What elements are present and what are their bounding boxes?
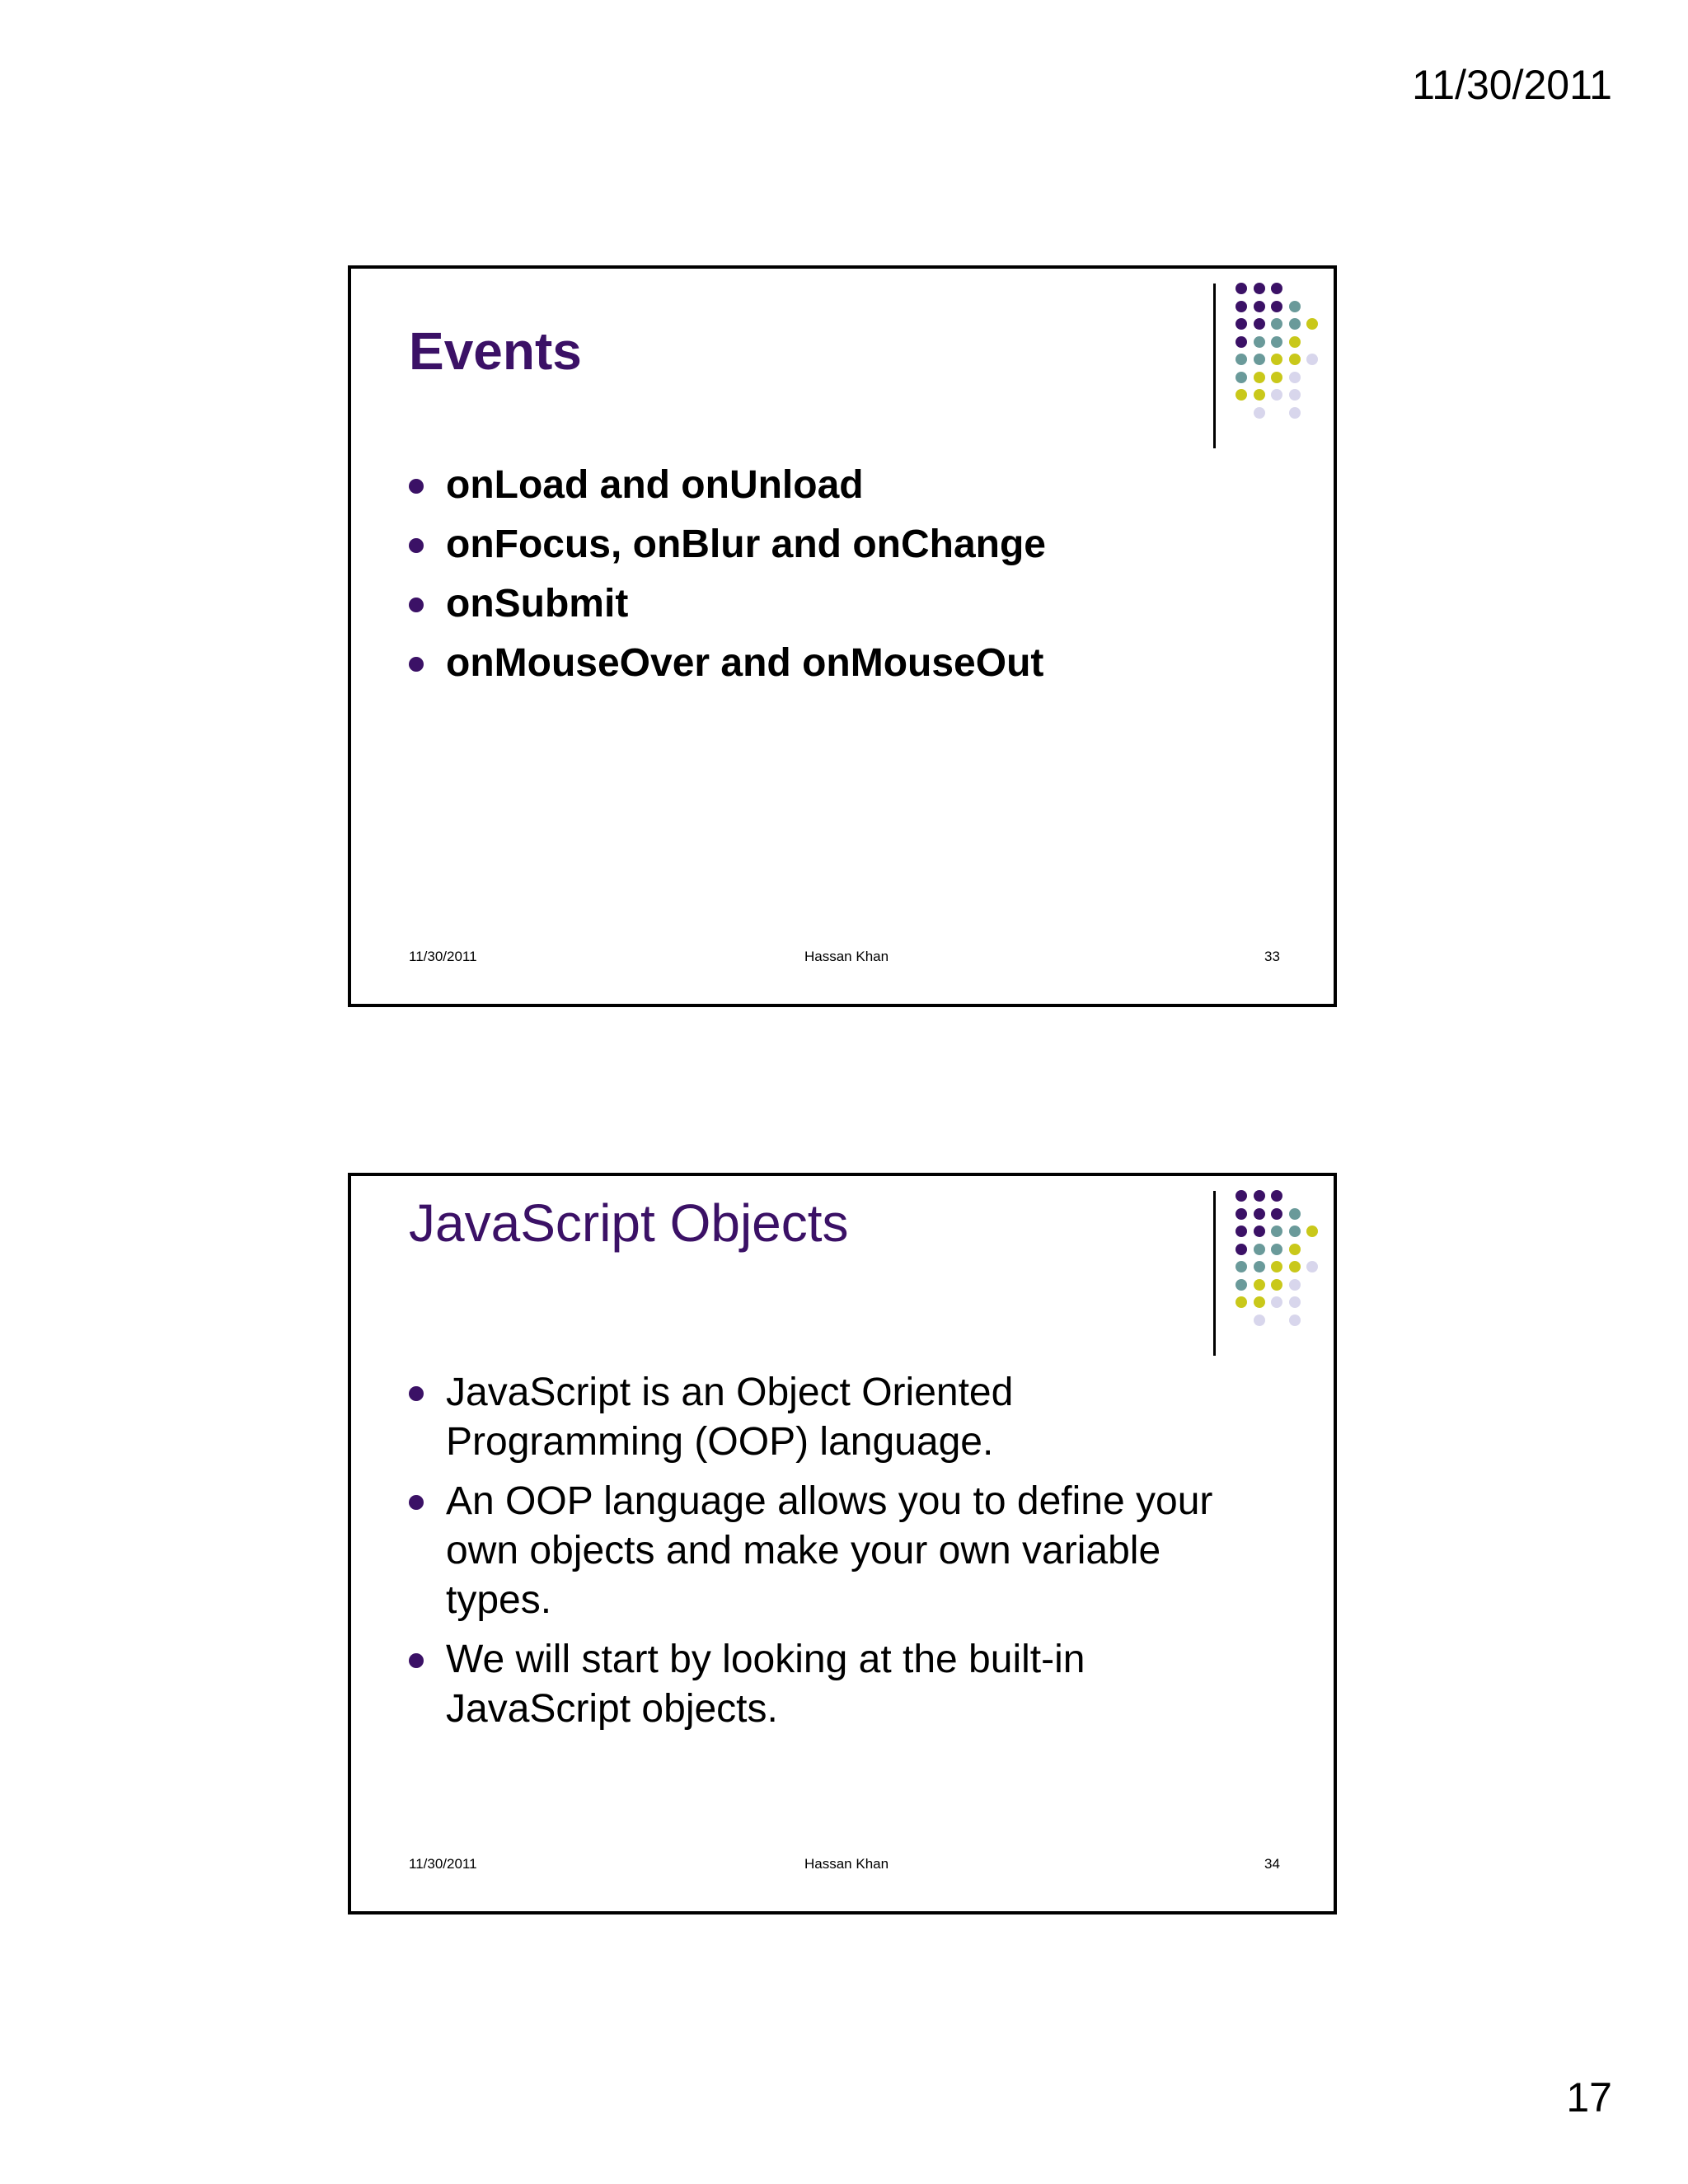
decorative-dot: [1236, 389, 1247, 401]
decorative-divider: [1213, 284, 1216, 448]
decorative-dot: [1271, 336, 1282, 348]
bullet-text: onFocus, onBlur and onChange: [446, 523, 1046, 566]
bullet-item: [409, 520, 1233, 569]
bullet-dot-icon: [409, 1386, 424, 1401]
decorative-dot: [1289, 407, 1301, 419]
slide-title: JavaScript Objects: [409, 1193, 849, 1253]
bullet-text: onLoad and onUnload: [446, 463, 864, 507]
decorative-dot: [1254, 336, 1265, 348]
bullet-text: JavaScript is an Object Oriented Programming (OOP) language.: [446, 1371, 1014, 1464]
decorative-dot: [1271, 318, 1282, 330]
bullet-item: [409, 461, 1233, 510]
decorative-dot-grid: [1236, 1190, 1334, 1338]
decorative-dot: [1236, 1296, 1247, 1308]
decorative-dot: [1271, 1190, 1282, 1202]
decorative-dot: [1236, 336, 1247, 348]
decorative-dot: [1289, 354, 1301, 365]
decorative-dot: [1254, 372, 1265, 383]
decorative-dot: [1254, 1190, 1265, 1202]
decorative-dot: [1271, 372, 1282, 383]
decorative-dot: [1271, 283, 1282, 294]
decorative-dot: [1236, 283, 1247, 294]
decorative-dot: [1254, 1315, 1265, 1326]
decorative-dot: [1254, 1208, 1265, 1220]
decorative-dot: [1254, 1261, 1265, 1272]
slide-footer-number: 34: [1264, 1856, 1280, 1872]
decorative-dot: [1236, 1244, 1247, 1255]
decorative-dot: [1289, 1261, 1301, 1272]
decorative-dot: [1289, 372, 1301, 383]
decorative-dot: [1254, 318, 1265, 330]
decorative-dot: [1254, 1279, 1265, 1291]
decorative-dot: [1306, 318, 1318, 330]
slide-footer-date: 11/30/2011: [409, 949, 477, 964]
decorative-dot: [1289, 1208, 1301, 1220]
decorative-dot: [1254, 1244, 1265, 1255]
bullet-item: [409, 639, 1233, 688]
decorative-dot: [1271, 389, 1282, 401]
decorative-dot: [1271, 1208, 1282, 1220]
decorative-dot: [1271, 1244, 1282, 1255]
decorative-dot: [1289, 1279, 1301, 1291]
bullet-text: We will start by looking at the built-in JavaScript objects.: [446, 1638, 1085, 1731]
bullet-item: [409, 1477, 1233, 1625]
decorative-dot: [1289, 301, 1301, 312]
bullet-dot-icon: [409, 1653, 424, 1668]
slide-title: Events: [409, 321, 582, 381]
decorative-dot: [1236, 1190, 1247, 1202]
slide-footer-author: Hassan Khan: [804, 949, 889, 964]
decorative-dot: [1289, 318, 1301, 330]
decorative-dot: [1271, 1226, 1282, 1237]
slide-javascript-objects: [348, 1173, 1337, 1915]
page-header-date: 11/30/2011: [1412, 62, 1612, 108]
bullet-dot-icon: [409, 657, 424, 672]
decorative-dot: [1236, 1208, 1247, 1220]
decorative-dot: [1271, 1279, 1282, 1291]
decorative-dot: [1271, 1296, 1282, 1308]
decorative-dot: [1236, 354, 1247, 365]
decorative-dot: [1289, 1226, 1301, 1237]
decorative-dot: [1254, 301, 1265, 312]
slide-events: [348, 265, 1337, 1007]
bullet-dot-icon: [409, 479, 424, 494]
decorative-divider: [1213, 1191, 1216, 1356]
decorative-dot: [1236, 1261, 1247, 1272]
decorative-dot: [1254, 389, 1265, 401]
bullet-dot-icon: [409, 1495, 424, 1510]
decorative-dot: [1289, 1296, 1301, 1308]
decorative-dot: [1271, 301, 1282, 312]
decorative-dot: [1236, 1226, 1247, 1237]
decorative-dot: [1306, 1261, 1318, 1272]
bullet-dot-icon: [409, 538, 424, 553]
bullet-text: An OOP language allows you to define your own objects and make your own variable types.: [446, 1479, 1213, 1622]
bullet-dot-icon: [409, 598, 424, 612]
decorative-dot: [1236, 372, 1247, 383]
decorative-dot: [1254, 283, 1265, 294]
decorative-dot: [1236, 318, 1247, 330]
page-number: 17: [1566, 2074, 1612, 2121]
decorative-dot: [1271, 354, 1282, 365]
bullet-text: onSubmit: [446, 582, 629, 626]
decorative-dot: [1254, 354, 1265, 365]
decorative-dot: [1254, 1226, 1265, 1237]
bullet-item: [409, 1368, 1233, 1467]
bullet-list: [409, 1368, 1233, 1744]
decorative-dot: [1289, 1244, 1301, 1255]
bullet-list: [409, 461, 1233, 698]
slide-footer-author: Hassan Khan: [804, 1856, 889, 1872]
decorative-dot: [1254, 407, 1265, 419]
bullet-text: onMouseOver and onMouseOut: [446, 641, 1044, 685]
decorative-dot: [1306, 1226, 1318, 1237]
bullet-item: [409, 1635, 1233, 1734]
decorative-dot-grid: [1236, 283, 1334, 431]
decorative-dot: [1289, 1315, 1301, 1326]
decorative-dot: [1236, 1279, 1247, 1291]
decorative-dot: [1236, 301, 1247, 312]
decorative-dot: [1254, 1296, 1265, 1308]
slide-footer-number: 33: [1264, 949, 1280, 964]
bullet-item: [409, 579, 1233, 629]
decorative-dot: [1289, 336, 1301, 348]
decorative-dot: [1289, 389, 1301, 401]
decorative-dot: [1306, 354, 1318, 365]
decorative-dot: [1271, 1261, 1282, 1272]
slide-footer-date: 11/30/2011: [409, 1856, 477, 1872]
